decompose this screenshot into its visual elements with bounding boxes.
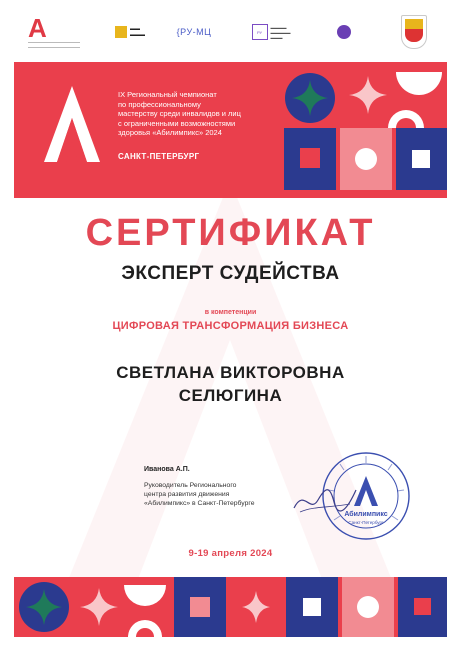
- navy-square-white-shape-bottom: [286, 577, 338, 637]
- crest-logo: [398, 12, 430, 52]
- signature: [290, 478, 360, 518]
- certificate-role: ЭКСПЕРТ СУДЕЙСТВА: [121, 263, 340, 284]
- white-semicircle-shape-bottom: [122, 583, 168, 611]
- navy-circle-diamond-shape: [284, 72, 336, 124]
- navy-square-shape-bottom: [174, 577, 226, 637]
- white-arch-shape-bottom: [126, 609, 164, 637]
- white-semicircle-shape: [394, 70, 444, 100]
- footer-band: [14, 577, 447, 637]
- pymc-center-logo: РУ ▬▬▬▬ ▬▬▬▬▬ ▬▬▬: [246, 16, 296, 48]
- star-sparkle-shape: [347, 74, 389, 116]
- red-square-shape-bottom: [230, 577, 282, 637]
- abilympics-logo: A: [28, 16, 82, 48]
- navy-circle-diamond-shape-bottom: [18, 581, 70, 633]
- pymc-logo: {РУ-МЦ: [176, 27, 212, 37]
- recipient-name-line2: СЕЛЮГИНА: [178, 386, 283, 405]
- partner-logos-row: [0, 0, 461, 60]
- event-dates: 9-19 апреля 2024: [188, 548, 273, 559]
- championship-description: IX Региональный чемпионат по профессиональному мастерству среди инвалидов и лиц с ограниченными возможностями здоровья «Абилимпикс» 2024: [118, 90, 241, 137]
- navy-square-end-shape-bottom: [398, 577, 447, 637]
- championship-city: САНКТ-ПЕТЕРБУРГ: [118, 152, 200, 161]
- navy-square-small-shape: [396, 128, 447, 190]
- white-arch-shape: [386, 98, 426, 130]
- certificate-title: СЕРТИФИКАТ: [85, 212, 376, 254]
- partner-square-logo: ▬▬ ▬▬▬: [112, 16, 148, 48]
- abilympics-a-mark: [42, 84, 102, 164]
- signer-name: Иванова А.П.: [144, 466, 190, 473]
- signer-role: Руководитель Регионального центра развития движения «Абилимпикс» в Санкт-Петербурге: [144, 482, 255, 507]
- circle-logo: [334, 16, 354, 48]
- stamp-sub-text: Санкт-Петербург: [348, 520, 384, 525]
- pink-square-circle-shape-bottom: [342, 577, 394, 637]
- stamp-center-text: Абилимпикс: [344, 511, 388, 518]
- header-band: [14, 62, 447, 198]
- competence-name: ЦИФРОВАЯ ТРАНСФОРМАЦИЯ БИЗНЕСА: [112, 320, 349, 332]
- recipient-name-line1: СВЕТЛАНА ВИКТОРОВНА: [116, 363, 345, 382]
- star-sparkle-shape-bottom: [78, 586, 120, 628]
- competence-label: в компетенции: [204, 309, 257, 316]
